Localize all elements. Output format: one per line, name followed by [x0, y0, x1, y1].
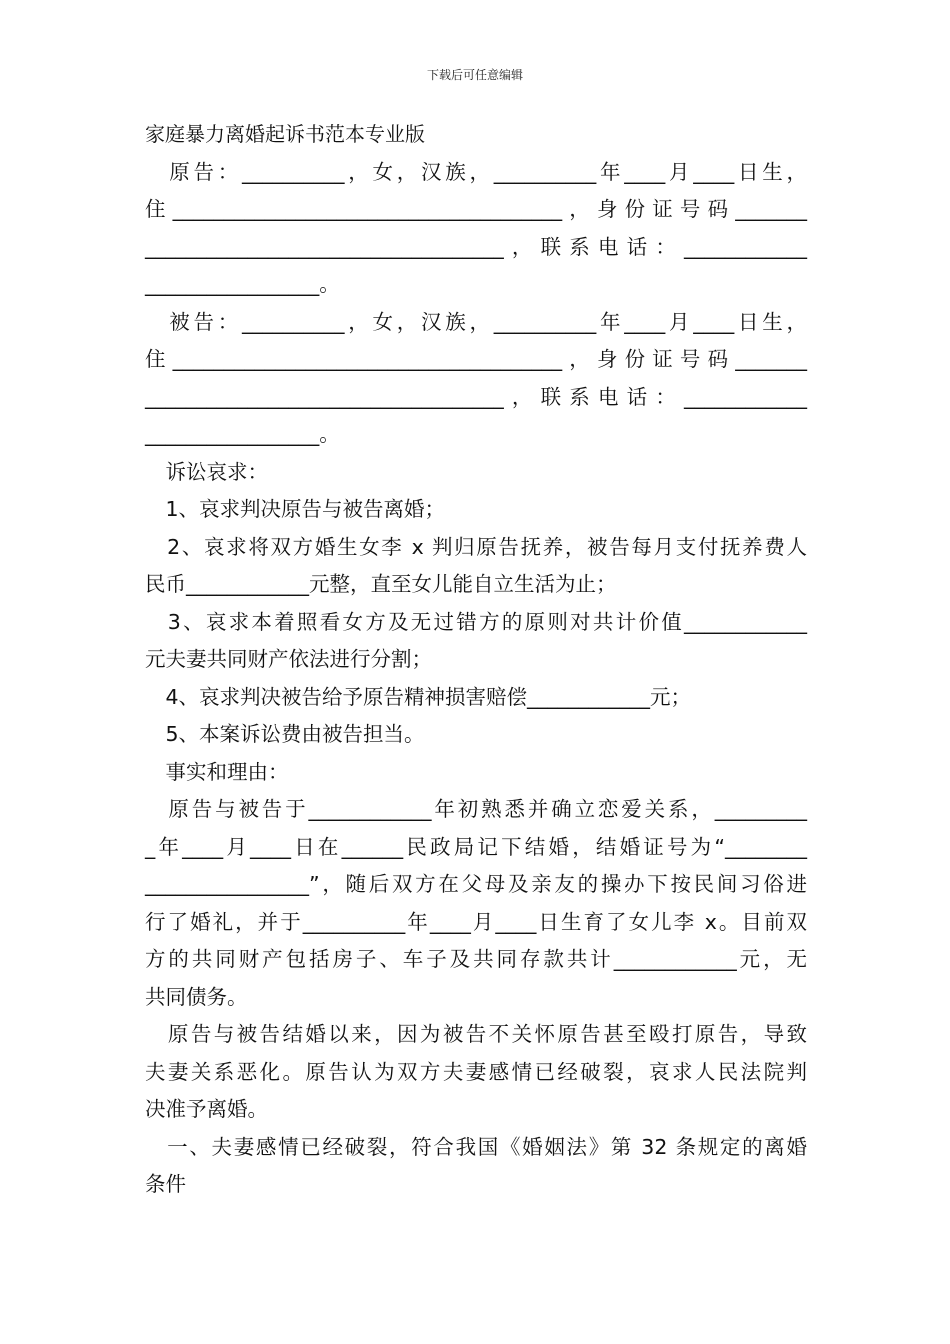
text-line: 原告与被告于____________年初熟悉并确立恋爱关系，_________: [145, 797, 807, 821]
text-line: 一、夫妻感情已经破裂，符合我国《婚姻法》第 32 条规定的离婚: [145, 1134, 807, 1159]
text-line: 2、哀求将双方婚生女李 x 判归原告抚养，被告每月支付抚养费人: [145, 534, 807, 559]
text-line: 5、本案诉讼费由被告担当。: [145, 722, 425, 746]
text-line: 条件: [145, 1172, 186, 1196]
text-line: 原告与被告结婚以来，因为被告不关怀原告甚至殴打原告，导致: [145, 1022, 807, 1046]
text-line: 共同债务。: [145, 984, 248, 1009]
text-line: 住______________________________________，身份证号码_______: [145, 197, 807, 221]
text-line: _________________。: [145, 272, 340, 296]
text-line: 元夫妻共同财产依法进行分割；: [145, 647, 432, 671]
text-line: 被告：__________，女，汉族，__________年____月____日生，: [145, 309, 807, 334]
text-line: 3、哀求本着照看女方及无过错方的原则对共计价值____________: [145, 609, 807, 634]
text-line: 1、哀求判决原告与被告离婚；: [145, 497, 446, 521]
text-line: ___________________________________，联系电话：____________: [145, 234, 807, 259]
text-line: _________________。: [145, 422, 340, 446]
text-line: 决准予离婚。: [145, 1097, 268, 1121]
text-line: _年____月____日在______民政局记下结婚，结婚证号为“________: [145, 834, 807, 859]
text-line: 行了婚礼，并于__________年____月____日生育了女儿李 x。目前双: [145, 909, 807, 934]
text-line: 夫妻关系恶化。原告认为双方夫妻感情已经破裂，哀求人民法院判: [145, 1059, 807, 1084]
text-line: 原告：__________，女，汉族，__________年____月____日生，: [145, 159, 807, 184]
document-title: 家庭暴力离婚起诉书范本专业版: [145, 122, 425, 146]
text-line: ___________________________________，联系电话：____________: [145, 384, 807, 409]
text-line: 诉讼哀求：: [145, 459, 268, 484]
page-header: 下载后可任意编辑: [426, 68, 523, 82]
text-line: ________________”，随后双方在父母及亲友的操办下按民间习俗进: [145, 872, 807, 896]
text-line: 方的共同财产包括房子、车子及共同存款共计____________元，无: [145, 947, 807, 971]
text-line: 4、哀求判决被告给予原告精神损害赔偿____________元；: [145, 684, 692, 709]
document-body: [145, 116, 807, 1204]
text-line: 民币____________元整，直至女儿能自立生活为止；: [145, 572, 617, 596]
text-line: 住______________________________________，身份证号码_______: [145, 347, 807, 371]
text-line: 事实和理由：: [145, 759, 289, 784]
